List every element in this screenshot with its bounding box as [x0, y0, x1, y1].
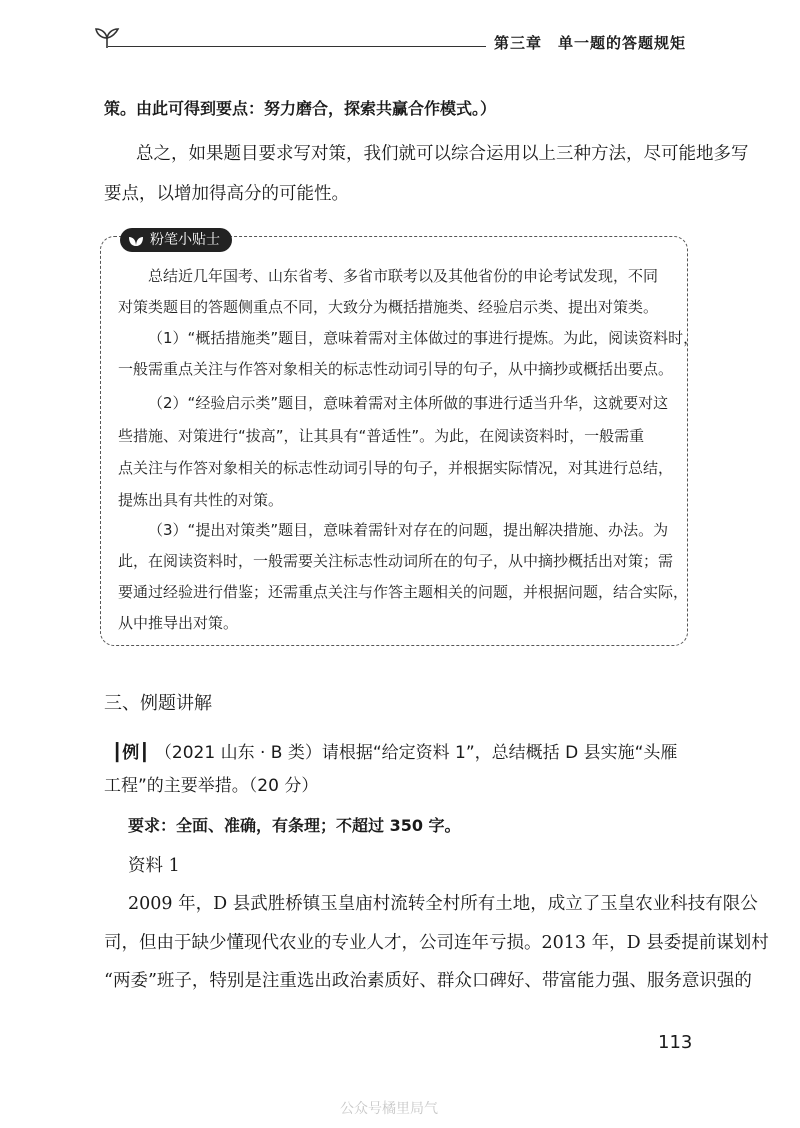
tip-label	[120, 228, 232, 252]
section-title: 三、例题讲解	[104, 693, 212, 714]
tip-line: 总结近几年国考、山东省考、多省市联考以及其他省份的申论考试发现，不同	[148, 267, 659, 285]
tip-line: 要通过经验进行借鉴；还需重点关注与作答主题相关的问题，并根据问题，结合实际，	[118, 583, 689, 601]
tip-line: 对策类题目的答题侧重点不同，大致分为概括措施类、经验启示类、提出对策类。	[118, 298, 659, 316]
example-tag: 例	[122, 743, 140, 763]
tip-line: （1）“概括措施类”题目，意味着需对主体做过的事进行提炼。为此，阅读资料时，	[148, 329, 699, 347]
requirement: 要求：全面、准确，有条理；不超过 350 字。	[128, 816, 461, 835]
question-line: 工程”的主要举措。（20 分）	[104, 776, 319, 796]
example-question: ┃例┃ （2021 山东 · B 类）请根据“给定资料 1”，总结概括 D 县实施“头雁	[112, 743, 678, 763]
chapter-title: 单一题的答题规矩	[558, 34, 687, 52]
question-line: （2021 山东 · B 类）请根据“给定资料 1”，总结概括 D 县实施“头雁	[154, 743, 678, 763]
summary-line: 要点，以增加得高分的可能性。	[104, 184, 349, 204]
tip-line: 些措施、对策进行“拔高”，让其具有“普适性”。为此，在阅读资料时，一般需重	[118, 427, 645, 445]
leaf-icon	[128, 235, 144, 247]
tip-line: 提炼出具有共性的对策。	[118, 491, 284, 509]
summary-line: 总之，如果题目要求写对策，我们就可以综合运用以上三种方法，尽可能地多写	[136, 144, 749, 164]
tip-line: （2）“经验启示类”题目，意味着需对主体所做的事进行适当升华，这就要对这	[148, 394, 669, 412]
material-title: 资料 1	[128, 856, 180, 876]
material-line: 2009 年，D 县武胜桥镇玉皇庙村流转全村所有土地，成立了玉皇农业科技有限公	[128, 894, 758, 914]
tip-label-text: 粉笔小贴士	[150, 232, 220, 248]
tip-line: 一般需重点关注与作答对象相关的标志性动词引导的句子，从中摘抄或概括出要点。	[118, 360, 674, 378]
material-line: “两委”班子，特别是注重选出政治素质好、群众口碑好、带富能力强、服务意识强的	[104, 971, 752, 991]
page-number: 113	[658, 1032, 693, 1053]
running-header	[494, 32, 686, 53]
header-rule	[108, 46, 486, 47]
tip-line: （3）“提出对策类”题目，意味着需针对存在的问题，提出解决措施、办法。为	[148, 521, 669, 539]
tip-line: 点关注与作答对象相关的标志性动词引导的句子，并根据实际情况，对其进行总结，	[118, 459, 674, 477]
material-line: 司，但由于缺少懂现代农业的专业人才，公司连年亏损。2013 年，D 县委提前谋划村	[104, 933, 769, 953]
tip-line: 从中推导出对策。	[118, 614, 239, 632]
tip-line: 此，在阅读资料时，一般需要关注标志性动词所在的句子，从中摘抄概括出对策；需	[118, 552, 674, 570]
watermark: 公众号橘里局气	[340, 1101, 438, 1117]
intro-bold-line: 策。由此可得到要点：努力磨合，探索共赢合作模式。）	[104, 99, 497, 118]
chapter-label: 第三章	[494, 34, 543, 52]
